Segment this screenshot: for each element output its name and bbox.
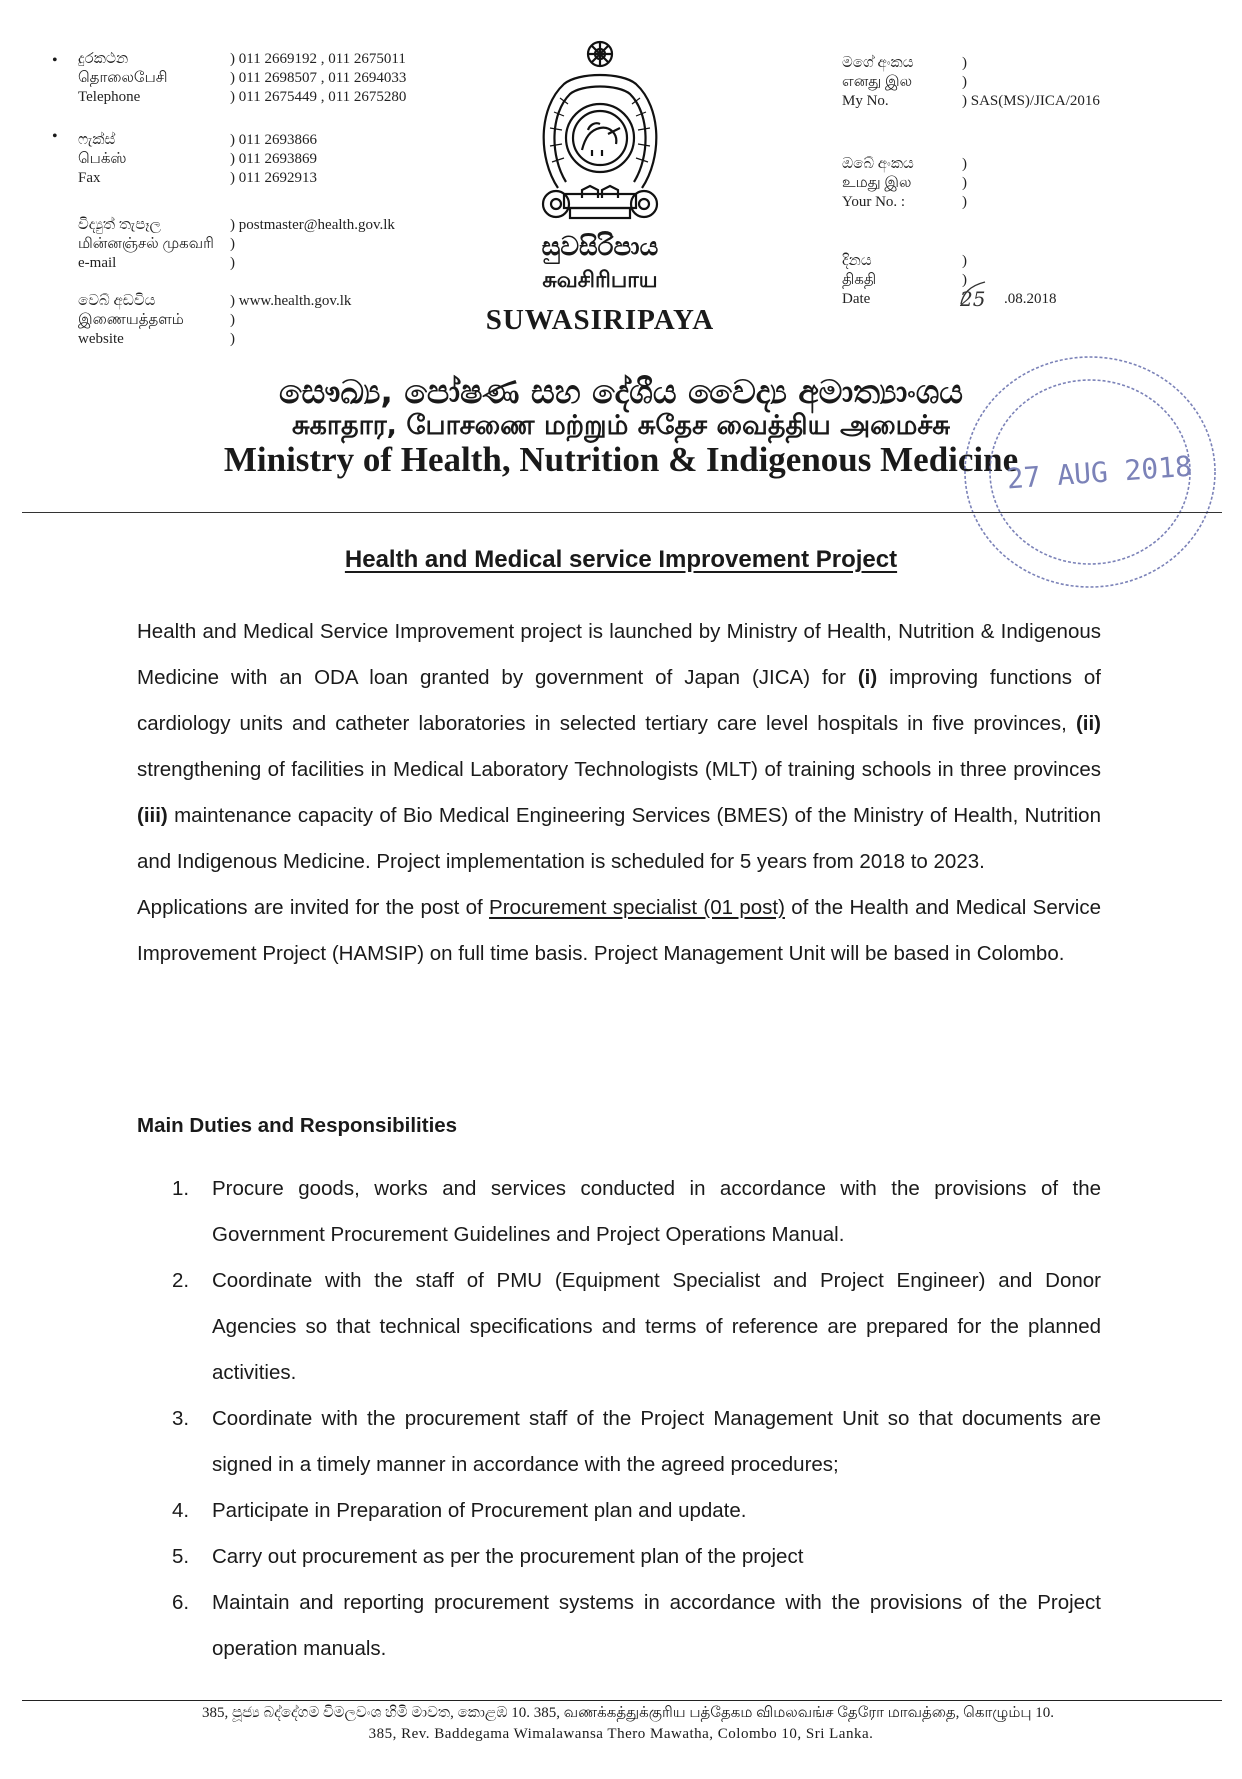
my-no-value: ) SAS(MS)/JICA/2016 <box>962 93 1100 109</box>
date-value: .08.2018 <box>1004 291 1057 307</box>
fax-label-ta: பெக்ஸ் <box>78 151 127 167</box>
list-item <box>172 1396 1101 1488</box>
applications-text-2: of the Health and Medical Service Improvement Project (HAMSIP) on full time basis. Project Management Unit will be based in Colombo. <box>137 896 1101 965</box>
telephone-label-si: දුරකථන <box>78 51 129 67</box>
date-label-ta: திகதி <box>842 272 877 288</box>
intro-paragraph <box>137 609 1101 977</box>
intro-marker-ii: (ii) <box>1075 712 1101 735</box>
document-title-text: Health and Medical service Improvement Project <box>344 546 898 573</box>
list-item-number: 3. <box>172 1407 190 1430</box>
fax-label-en: Fax <box>78 170 101 186</box>
fax-value-3: ) 011 2692913 <box>230 170 317 186</box>
intro-text-4: maintenance capacity of Bio Medical Engineering Services (BMES) of the Ministry of Health, Nutrition and Indigenous Medicine. Project implementation is scheduled for 5 years from 2018 to 2023. <box>137 804 1101 873</box>
telephone-label-ta: தொலைபேசி <box>78 70 168 86</box>
website-value-2: ) <box>230 312 235 328</box>
my-no-value-2: ) <box>962 74 967 90</box>
ministry-name-english: Ministry of Health, Nutrition & Indigenous Medicine <box>223 440 1019 479</box>
list-item-text: Coordinate with the procurement staff of the Project Management Unit so that documents are signed in a timely manner in accordance with the agreed procedures; <box>212 1407 1101 1476</box>
my-no-label-si: මගේ අංකය <box>842 55 914 71</box>
my-no-label-en: My No. <box>842 93 889 109</box>
telephone-label-en: Telephone <box>78 89 141 105</box>
email-block <box>78 216 395 273</box>
suwasiripaya-sinhala: සුවසිරිපාය <box>541 232 659 262</box>
website-label-en: website <box>78 331 124 347</box>
intro-text-3: strengthening of facilities in Medical Laboratory Technologists (MLT) of training schools in three provinces <box>137 758 1101 781</box>
date-value-1: ) <box>962 253 967 269</box>
my-no-block <box>842 54 1100 111</box>
handwritten-day: 25 <box>960 287 986 311</box>
website-label-ta: இணையத்தளம் <box>78 312 184 328</box>
handwritten-tick-icon <box>957 280 987 306</box>
fax-value-2: ) 011 2693869 <box>230 151 317 167</box>
list-item-number: 6. <box>172 1591 190 1614</box>
list-item-number: 4. <box>172 1499 190 1522</box>
website-value: ) www.health.gov.lk <box>230 293 352 309</box>
stamp-date: 27 AUG 2018 <box>1005 449 1193 496</box>
list-item <box>172 1580 1101 1672</box>
email-label-ta: மின்னஞ்சல் முகவரி <box>78 236 214 252</box>
list-item <box>172 1534 1101 1580</box>
date-block <box>842 252 1057 309</box>
your-no-value-1: ) <box>962 156 967 172</box>
list-item-text: Participate in Preparation of Procurement plan and update. <box>212 1499 747 1522</box>
bullet-mark: • <box>52 52 58 69</box>
footer-address-english: 385, Rev. Baddegama Wimalawansa Thero Mawatha, Colombo 10, Sri Lanka. <box>368 1726 874 1742</box>
list-item <box>172 1258 1101 1396</box>
date-label-en: Date <box>842 291 871 307</box>
list-item <box>172 1166 1101 1258</box>
sri-lanka-emblem-icon <box>530 38 670 238</box>
email-label-si: විද්‍යුත් තැපෑල <box>78 217 161 233</box>
post-title: Procurement specialist (01 post) <box>489 896 785 919</box>
your-no-value-3: ) <box>962 194 967 210</box>
footer-address-local: 385, පූජ්‍ය බද්දේගම විමලවංශ හිමි මාවත, කොළඹ 10. 385, வணக்கத்துக்குரிய பத்தேகம விமலவங்ச தேரோ மாவத்தை, கொழும்பு 10. <box>201 1705 1055 1721</box>
suwasiripaya-tamil: சுவசிரிபாய <box>542 268 658 293</box>
date-label-si: දිනය <box>842 253 872 269</box>
list-item-number: 5. <box>172 1545 190 1568</box>
footer-divider <box>22 1700 1222 1701</box>
intro-text-1: Health and Medical Service Improvement project is launched by Ministry of Health, Nutrition & Indigenous Medicine with an ODA loan granted by government of Japan (JICA) for <box>137 620 1101 689</box>
fax-label-si: ෆැක්ස් <box>78 132 116 148</box>
telephone-value-1: ) 011 2669192 , 011 2675011 <box>230 51 406 67</box>
intro-text-2: improving functions of cardiology units and catheter laboratories in selected tertiary care level hospitals in five provinces, <box>137 666 1101 735</box>
your-no-label-en: Your No. : <box>842 194 906 210</box>
email-value-3: ) <box>230 255 235 271</box>
list-item-text: Coordinate with the staff of PMU (Equipment Specialist and Project Engineer) and Donor Agencies so that technical specifications and terms of reference are prepared for the planned activities. <box>212 1269 1101 1384</box>
list-item-text: Carry out procurement as per the procurement plan of the project <box>212 1545 804 1568</box>
list-item-text: Maintain and reporting procurement systems in accordance with the provisions of the Project operation manuals. <box>212 1591 1101 1660</box>
date-value-2: ) <box>962 272 967 288</box>
list-item-text: Procure goods, works and services conducted in accordance with the provisions of the Government Procurement Guidelines and Project Operations Manual. <box>212 1177 1101 1246</box>
email-value: ) postmaster@health.gov.lk <box>230 217 395 233</box>
website-value-3: ) <box>230 331 235 347</box>
bullet-mark: • <box>52 128 58 145</box>
ministry-name-sinhala: සෞඛ්‍ය, පෝෂණ සහ දේශීය වෛද්‍ය අමාත්‍යාංශය <box>278 372 964 411</box>
list-item-number: 1. <box>172 1177 190 1200</box>
my-no-label-ta: எனது இல <box>842 74 913 90</box>
your-no-block <box>842 155 967 212</box>
your-no-label-si: ඔබේ අංකය <box>842 156 914 172</box>
duties-list <box>172 1166 1101 1672</box>
list-item <box>172 1488 1101 1534</box>
intro-marker-iii: (iii) <box>137 804 168 827</box>
telephone-value-2: ) 011 2698507 , 011 2694033 <box>230 70 407 86</box>
website-label-si: වෙබ් අඩවිය <box>78 293 156 309</box>
list-item-number: 2. <box>172 1269 190 1292</box>
my-no-value-1: ) <box>962 55 967 71</box>
header-divider <box>22 512 1222 513</box>
website-block <box>78 292 351 349</box>
fax-block <box>78 131 317 188</box>
duties-heading: Main Duties and Responsibilities <box>137 1114 458 1137</box>
ministry-name-tamil: சுகாதார, போசணை மற்றும் சுதேச வைத்திய அமைச்சு <box>292 410 950 441</box>
suwasiripaya-english: SUWASIRIPAYA <box>485 304 715 336</box>
your-no-label-ta: உமது இல <box>842 175 912 191</box>
your-no-value-2: ) <box>962 175 967 191</box>
email-value-2: ) <box>230 236 235 252</box>
telephone-value-3: ) 011 2675449 , 011 2675280 <box>230 89 407 105</box>
fax-value-1: ) 011 2693866 <box>230 132 317 148</box>
applications-text-1: Applications are invited for the post of <box>137 896 490 919</box>
telephone-block <box>78 50 406 107</box>
document-title <box>0 546 1242 574</box>
email-label-en: e-mail <box>78 255 117 271</box>
intro-marker-i: (i) <box>857 666 878 689</box>
